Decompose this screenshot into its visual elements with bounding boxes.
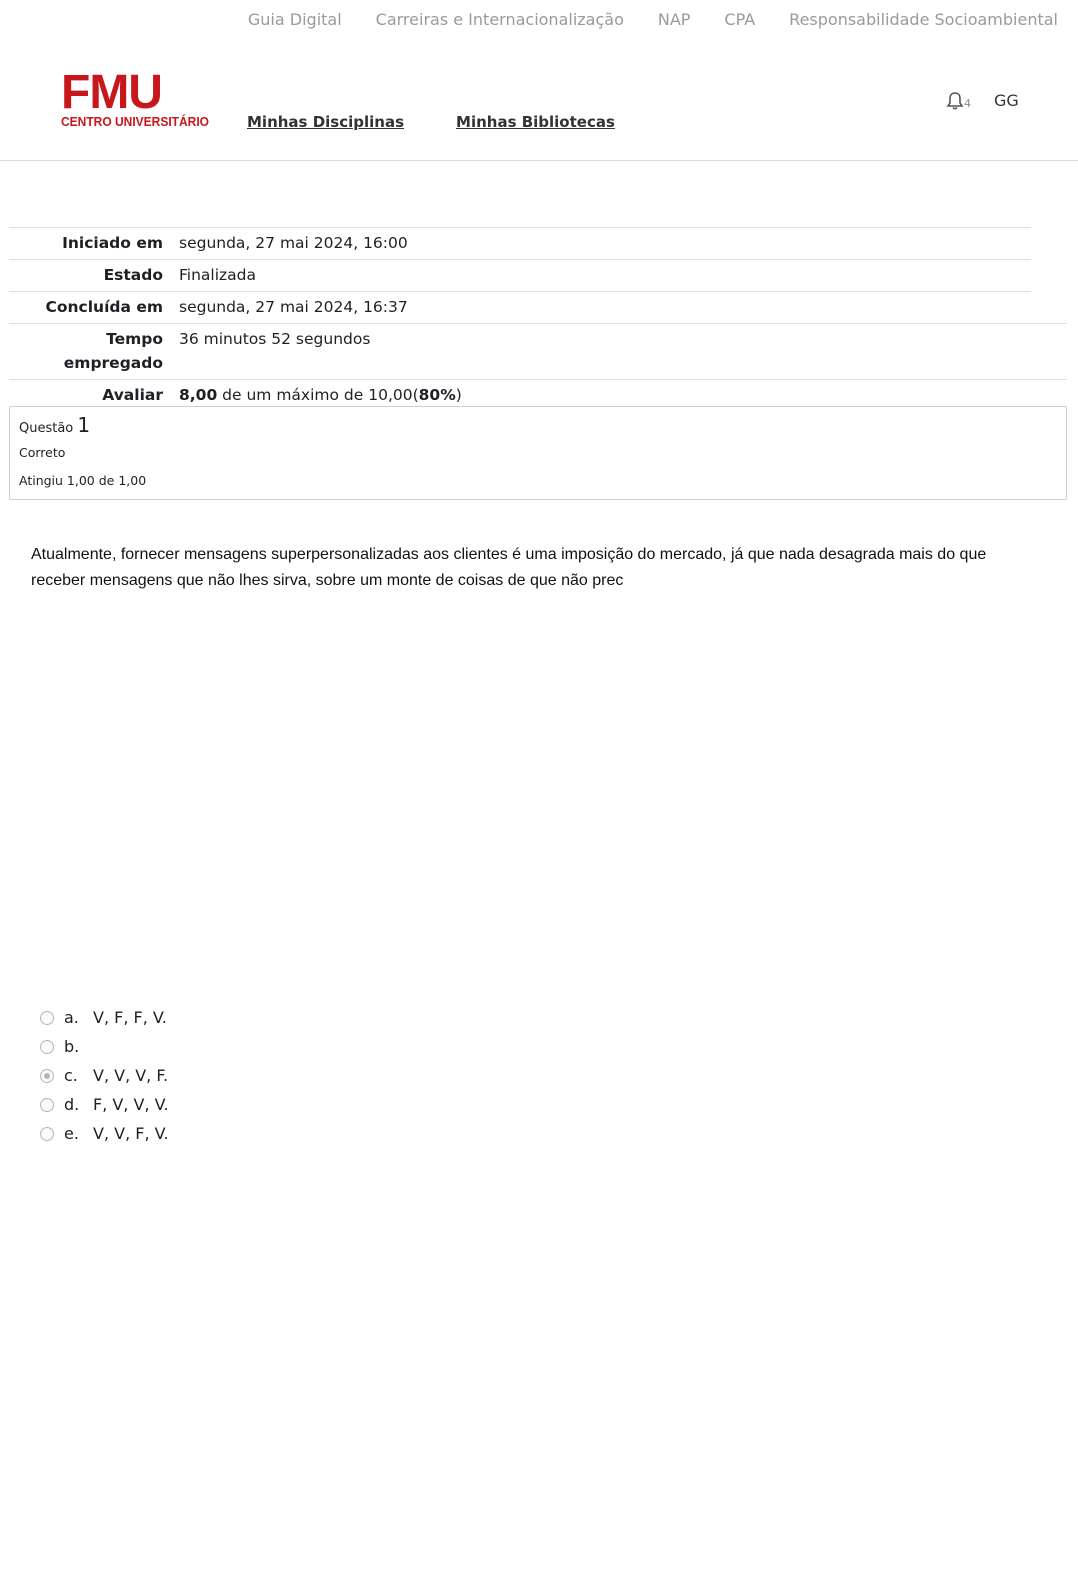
answer-options	[40, 1003, 169, 1148]
radio-button[interactable]	[40, 1098, 54, 1112]
top-links	[248, 10, 1058, 29]
summary-row-state	[9, 260, 1067, 292]
answer-text: V, V, F, V.	[93, 1124, 169, 1143]
radio-button[interactable]	[40, 1127, 54, 1141]
answer-option-e[interactable]	[40, 1119, 169, 1148]
question-text: Atualmente, fornecer mensagens superpersonalizadas aos clientes é uma imposição do mercado, já que nada desagrada mais do que receber mensagens que não lhes sirva, sobre um monte de coisas de que não prec	[31, 546, 987, 589]
main-nav	[247, 113, 615, 131]
summary-row-time	[9, 324, 1067, 380]
notifications-button[interactable]	[946, 91, 972, 113]
grade-mid: de um máximo de 10,00(	[217, 386, 419, 404]
answer-text: F, V, V, V.	[93, 1095, 169, 1114]
grade-end: )	[455, 386, 462, 404]
question-label: Questão	[19, 421, 74, 436]
nav-minhas-bibliotecas[interactable]: Minhas Bibliotecas	[456, 113, 615, 131]
notification-count: 4	[964, 97, 971, 110]
time-value: 36 minutos 52 segundos	[179, 324, 1067, 380]
grade-score: 8,00	[179, 386, 218, 404]
table-edge-mask	[1031, 227, 1071, 309]
answer-option-b[interactable]	[40, 1032, 169, 1061]
radio-button[interactable]	[40, 1011, 54, 1025]
top-link-nap[interactable]: NAP	[657, 10, 691, 29]
logo-main-text: FMU	[61, 66, 162, 119]
radio-button[interactable]	[40, 1040, 54, 1054]
nav-minhas-disciplinas[interactable]: Minhas Disciplinas	[247, 113, 405, 131]
answer-text: V, V, V, F.	[93, 1066, 169, 1085]
completed-value: segunda, 27 mai 2024, 16:37	[179, 292, 1067, 324]
grade-label: Avaliar	[9, 380, 179, 412]
answer-letter: e.	[64, 1124, 79, 1143]
logo-sub-text: CENTRO UNIVERSITÁRIO	[61, 115, 210, 129]
answer-text: V, F, F, V.	[93, 1008, 167, 1027]
question-number-value: 1	[77, 413, 91, 437]
completed-label: Concluída em	[9, 292, 179, 324]
state-value: Finalizada	[179, 260, 1067, 292]
attempt-summary-table	[9, 227, 1067, 411]
top-link-cpa[interactable]: CPA	[724, 10, 756, 29]
answer-letter: d.	[64, 1095, 80, 1114]
top-link-guia-digital[interactable]: Guia Digital	[247, 10, 342, 29]
answer-letter: c.	[64, 1066, 78, 1085]
question-info-box	[9, 406, 1067, 500]
summary-row-completed	[9, 292, 1067, 324]
bell-icon	[946, 91, 964, 111]
state-label: Estado	[9, 260, 179, 292]
started-label: Iniciado em	[9, 228, 179, 260]
summary-row-started	[9, 228, 1067, 260]
answer-letter: b.	[64, 1037, 80, 1056]
question-grade: Atingiu 1,00 de 1,00	[19, 473, 147, 488]
time-label: Tempo empregado	[9, 324, 179, 380]
answer-option-c[interactable]	[40, 1061, 169, 1090]
question-number	[19, 413, 90, 437]
top-link-responsabilidade[interactable]: Responsabilidade Socioambiental	[789, 10, 1058, 29]
answer-letter: a.	[64, 1008, 79, 1027]
top-link-carreiras[interactable]: Carreiras e Internacionalização	[375, 10, 624, 29]
site-header	[0, 44, 1078, 161]
question-state: Correto	[19, 445, 66, 460]
grade-percent: 80%	[418, 386, 456, 404]
user-avatar[interactable]: GG	[994, 91, 1019, 110]
answer-option-a[interactable]	[40, 1003, 169, 1032]
fmu-logo[interactable]	[61, 66, 210, 130]
radio-button-checked[interactable]	[40, 1069, 54, 1083]
started-value: segunda, 27 mai 2024, 16:00	[179, 228, 1067, 260]
answer-option-d[interactable]	[40, 1090, 169, 1119]
